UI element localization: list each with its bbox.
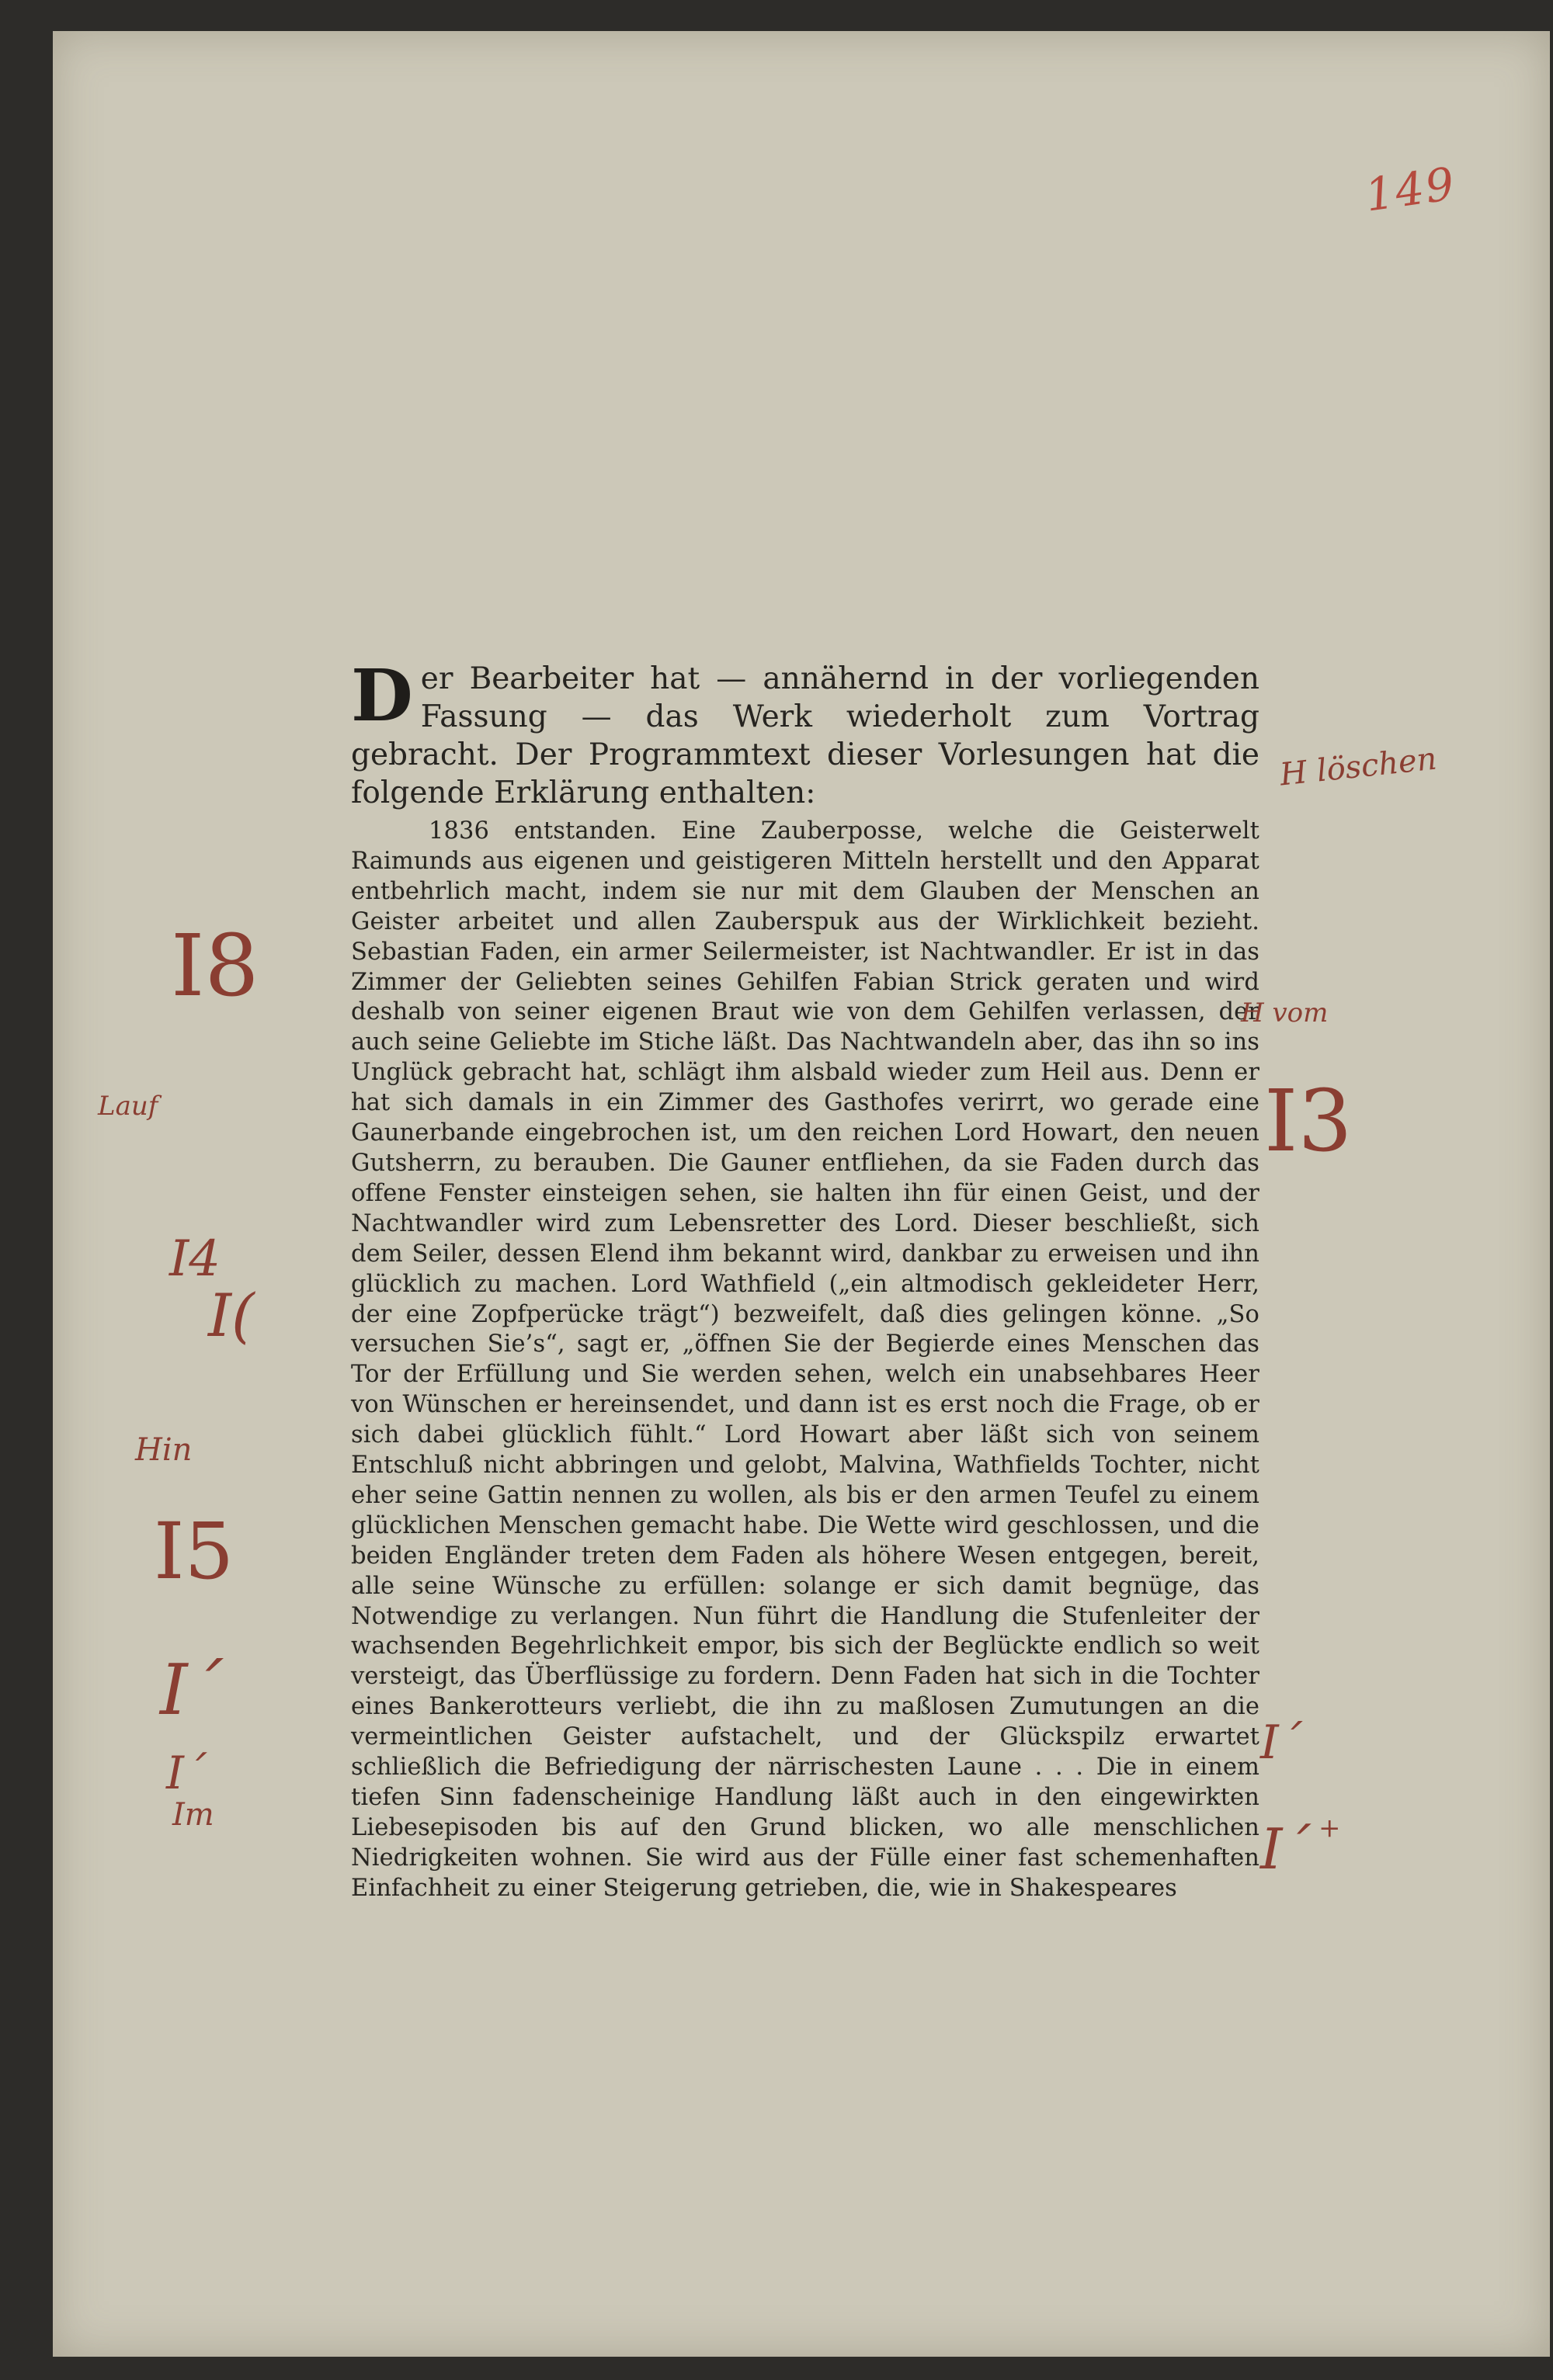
annotation-left-1: I8: [171, 916, 259, 1015]
annotation-right-4: I´: [1260, 1716, 1302, 1770]
annotation-right-2: H vom: [1241, 997, 1329, 1029]
annotation-right-3: I3: [1264, 1071, 1353, 1171]
folio-number: 149: [1361, 157, 1459, 222]
body-text: entstanden. Eine Zauberposse, welche die Geisterwelt Raimunds aus eigenen und geistigeren Mitteln herstellt und den Apparat entbehrlich macht, indem sie nur mit dem Glauben der Menschen an Geister arbeitet und allen Zauberspuk aus der Wirklichkeit bezieht. Sebastian Faden, ein armer Seilermeister, ist Nachtwandler. Er ist in das Zimmer der Geliebten seines Gehilfen Fabian Strick geraten und wird deshalb von seiner eigenen Braut wie von dem Gehilfen verlassen, der auch seine Geliebte im Stiche läßt. Das Nachtwandeln aber, das ihn so ins Unglück gebracht hat, schlägt ihm alsbald wieder zum Heil aus. Denn er hat sich damals in ein Zimmer des Gasthofes verirrt, wo gerade eine Gaunerbande eingebrochen ist, um den reichen Lord Howart, den neuen Gutsherrn, zu berauben. Die Gauner entfliehen, da sie Faden durch das offene Fenster einsteigen sehen, sie halten ihn für einen Geist, und der Nachtwandler wird zum Lebensretter des Lord. Dieser beschließt, sich dem Seiler, dessen Elend ihm bekannt wird, dankbar zu erweisen und ihn glücklich zu machen. Lord Wathfield („ein altmodisch gekleideter Herr, der eine Zopfperücke trägt“) bezweifelt, daß dies gelingen könne. „So versuchen Sie’s“, sagt er, „öffnen Sie der Begierde eines Menschen das Tor der Erfüllung und Sie werden sehen, welch ein unabsehbares Heer von Wünschen er hereinsendet, und dann ist es erst noch die Frage, ob er sich dabei glücklich fühlt.“ Lord Howart aber läßt sich von seinem Entschluß nicht abbringen und gelobt, Malvina, Wathfields Tochter, nicht eher seine Gattin nennen zu wollen, als bis er den armen Teufel zu einem glücklichen Menschen gemacht habe. Die Wette wird geschlossen, und die beiden Engländer treten dem Faden als höhere Wesen entgegen, bereit, alle seine Wünsche zu erfüllen: solange er sich damit begnüge, das Notwendige zu verlangen. Nun führt die Handlung die Stufenleiter der wachsenden Begehrlichkeit empor, bis sich der Beglückte endlich so weit versteigt, das Überflüssige zu fordern. Denn Faden hat sich in die Tochter eines Bankerotteurs verliebt, die ihn zu maßlosen Zumutungen an die vermeintlichen Geister aufstachelt, und der Glückspilz erwartet schließlich die Befriedigung der närrischesten Laune . . . Die in einem tiefen Sinn fadenscheinige Handlung läßt auch in den eingewirkten Liebesepisoden bis auf den Grund blicken, wo alle menschlichen Niedrigkeiten wohnen. Sie wird aus der Fülle einer fast schemenhaften Einfachheit zu einer Steigerung getrieben, die, wie in Shakespeares: [351, 817, 1260, 1902]
annotation-left-6: I5: [154, 1506, 235, 1597]
intro-paragraph: [351, 654, 1259, 812]
intro-text: er Bearbeiter hat — annähernd in der vorliegenden Fassung — das Werk wiederholt zum Vortrag gebracht. Der Programmtext dieser Vorlesungen hat die folgende Erklärung enthalten:: [351, 661, 1259, 810]
annotation-right-5: I´: [1260, 1816, 1311, 1882]
body-year: 1836: [429, 817, 490, 845]
body-paragraph: [351, 817, 1259, 1904]
annotation-left-8: I´: [166, 1747, 207, 1799]
annotation-left-2: Lauf: [98, 1091, 158, 1122]
article-text: [351, 654, 1260, 1904]
annotation-left-4: I(: [208, 1281, 255, 1350]
paper-sheet: [53, 31, 1550, 2357]
annotation-left-3: I4: [169, 1230, 221, 1288]
annotation-right-1: H löschen: [1278, 741, 1439, 793]
annotation-left-5: Hin: [135, 1432, 193, 1468]
annotation-left-9: Im: [172, 1797, 214, 1833]
annotation-left-7: I´: [160, 1650, 223, 1731]
drop-cap: D: [351, 654, 413, 737]
annotation-right-6: +: [1318, 1813, 1341, 1844]
